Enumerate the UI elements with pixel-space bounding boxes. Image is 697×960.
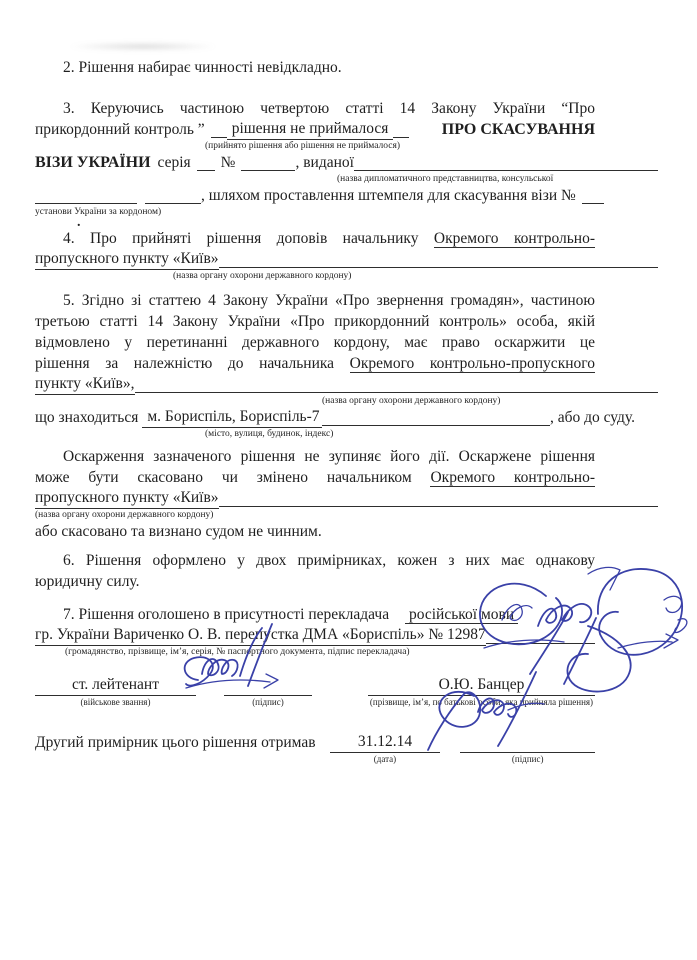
address-blank [322,425,550,426]
receipt-date-value: 31.12.14 [330,732,441,753]
field-caption-address: (місто, вулиця, будинок, індекс) [205,429,334,439]
review-authority-value-2: пропускного пункту «Київ» [35,487,219,509]
appeal-line-1: Оскарження зазначеного рішення не зупиняє його дії. Оскаржене рішення [63,448,595,465]
cancellation-heading: ПРО СКАСУВАННЯ [441,121,595,138]
decider-name-caption: (прізвище, ім’я, по батькові особи, яка прийняла рішення) [369,697,594,707]
clause-5-line-5 [35,374,658,395]
receipt-signature-blank [460,732,595,753]
receipt-row [35,732,595,765]
signature-field [224,675,312,708]
blank-field [211,137,227,138]
authority-blank [219,267,658,268]
signature-caption: (підпис) [252,697,284,707]
translator-language-value: російської мови [405,606,518,624]
receipt-date-caption: (дата) [373,754,397,764]
clause-5-text: рішення за належністю до начальника [35,355,335,372]
receipt-date-field [330,732,441,765]
field-caption-translator: (громадянство, прізвище, ім’я, серія, № паспортного документа, підпис перекладача) [65,647,410,657]
appeal-authority-value-2: пункту «Київ», [35,373,135,395]
appeal-line-2 [35,467,595,488]
field-caption-decision: (прийнято рішення або рішення не приймалося) [205,141,401,151]
field-caption-authority: (назва органу охорони державного кордону) [173,271,352,281]
stray-dot: . [77,215,81,230]
rank-value: ст. лейтенант [35,675,196,696]
address-value: м. Бориспіль, Бориспіль-7 [142,406,321,428]
field-caption-review-authority: (назва органу охорони державного кордону) [35,510,214,520]
clause-3-line-1: 3. Керуючись частиною четвертою статті 14 Закону України “Про [63,100,595,117]
rank-caption: (військове звання) [80,697,151,707]
clause-4-line-2 [35,249,658,270]
number-label: № [220,154,236,171]
issuer-blank-3 [145,203,201,204]
number-blank [241,170,295,171]
appeal-authority-value: Окремого контрольно-пропускного [349,355,595,372]
or-court-text: , або до суду. [549,409,635,426]
clause-7-text: 7. Рішення оголошено в присутності перекладача [63,606,390,623]
issuer-blank [354,170,658,171]
receipt-text: Другий примірник цього рішення отримав [35,734,316,751]
issuer-blank-2 [35,203,137,204]
signature-blank [224,675,312,696]
located-label: що знаходиться [35,409,139,426]
clause-3-line-3 [35,152,658,173]
clause-4-line-1 [35,228,595,249]
translator-identity-value: гр. України Вариченко О. В. перепустка ДМА «Бориспіль» № 12987 [35,624,486,646]
decider-name-field [368,675,595,708]
review-authority-blank [219,506,658,507]
decision-not-taken-value: рішення не приймалося [227,118,394,140]
clause-5-line-6 [35,407,635,428]
clause-2-line: 2. Рішення набирає чинності невідкладно. [63,59,342,76]
signing-row [35,675,595,708]
clause-5-line-3: відмовлено у перетинанні державного кордону, має право оскаржити це [35,334,595,351]
clause-7-line-2 [35,625,595,646]
seriya-label: серія [157,154,191,171]
field-caption-issuer-2: установи України за кордоном) [35,207,162,217]
clause-6-line-1: 6. Рішення оформлено у двох примірниках, кожен з них має однакову [63,552,595,569]
authority-value: Окремого контрольно- [433,230,595,247]
decider-name-value: О.Ю. Банцер [368,675,595,696]
clause-3-line-4 [35,185,658,206]
blank-field [393,137,409,138]
visa-heading: ВІЗИ УКРАЇНИ [35,154,151,171]
clause-3-line-2 [35,119,595,140]
field-caption-issuer-1: (назва дипломатичного представництва, консульської [337,174,554,184]
clause-3-text: прикордонний контроль ” [35,121,205,138]
field-caption-appeal-authority: (назва органу охорони державного кордону) [322,396,501,406]
translator-blank [486,643,595,644]
clause-5-line-2: третьою статті 14 Закону України «Про прикордонний контроль» особа, якій [35,313,595,330]
clause-6-line-2: юридичну силу. [35,573,140,590]
visa-no-blank [582,203,604,204]
appeal-text: може бути скасовано чи змінено начальником [35,469,412,486]
authority-value-2: пропускного пункту «Київ» [35,248,219,270]
clause-4-text: 4. Про прийняті рішення доповів начальнику [63,230,419,247]
appeal-line-3 [35,488,658,509]
rank-field [35,675,196,708]
document-body [35,57,635,765]
stamp-text: , шляхом проставлення штемпеля для скасування візи № [201,187,576,204]
appeal-line-4: або скасовано та визнано судом не чинним. [35,523,322,540]
clause-5-line-1: 5. Згідно зі статтею 4 Закону України «Про звернення громадян», частиною [63,292,595,309]
appeal-authority-blank [135,392,659,393]
seriya-blank [197,170,215,171]
receipt-signature-field [460,732,595,765]
clause-7-line-1 [35,604,595,625]
vydanoi-label: , виданої [295,154,354,171]
scan-smudge [68,42,218,51]
clause-5-line-4 [35,353,595,374]
receipt-signature-caption: (підпис) [511,754,544,764]
review-authority-value: Окремого контрольно- [430,469,595,486]
